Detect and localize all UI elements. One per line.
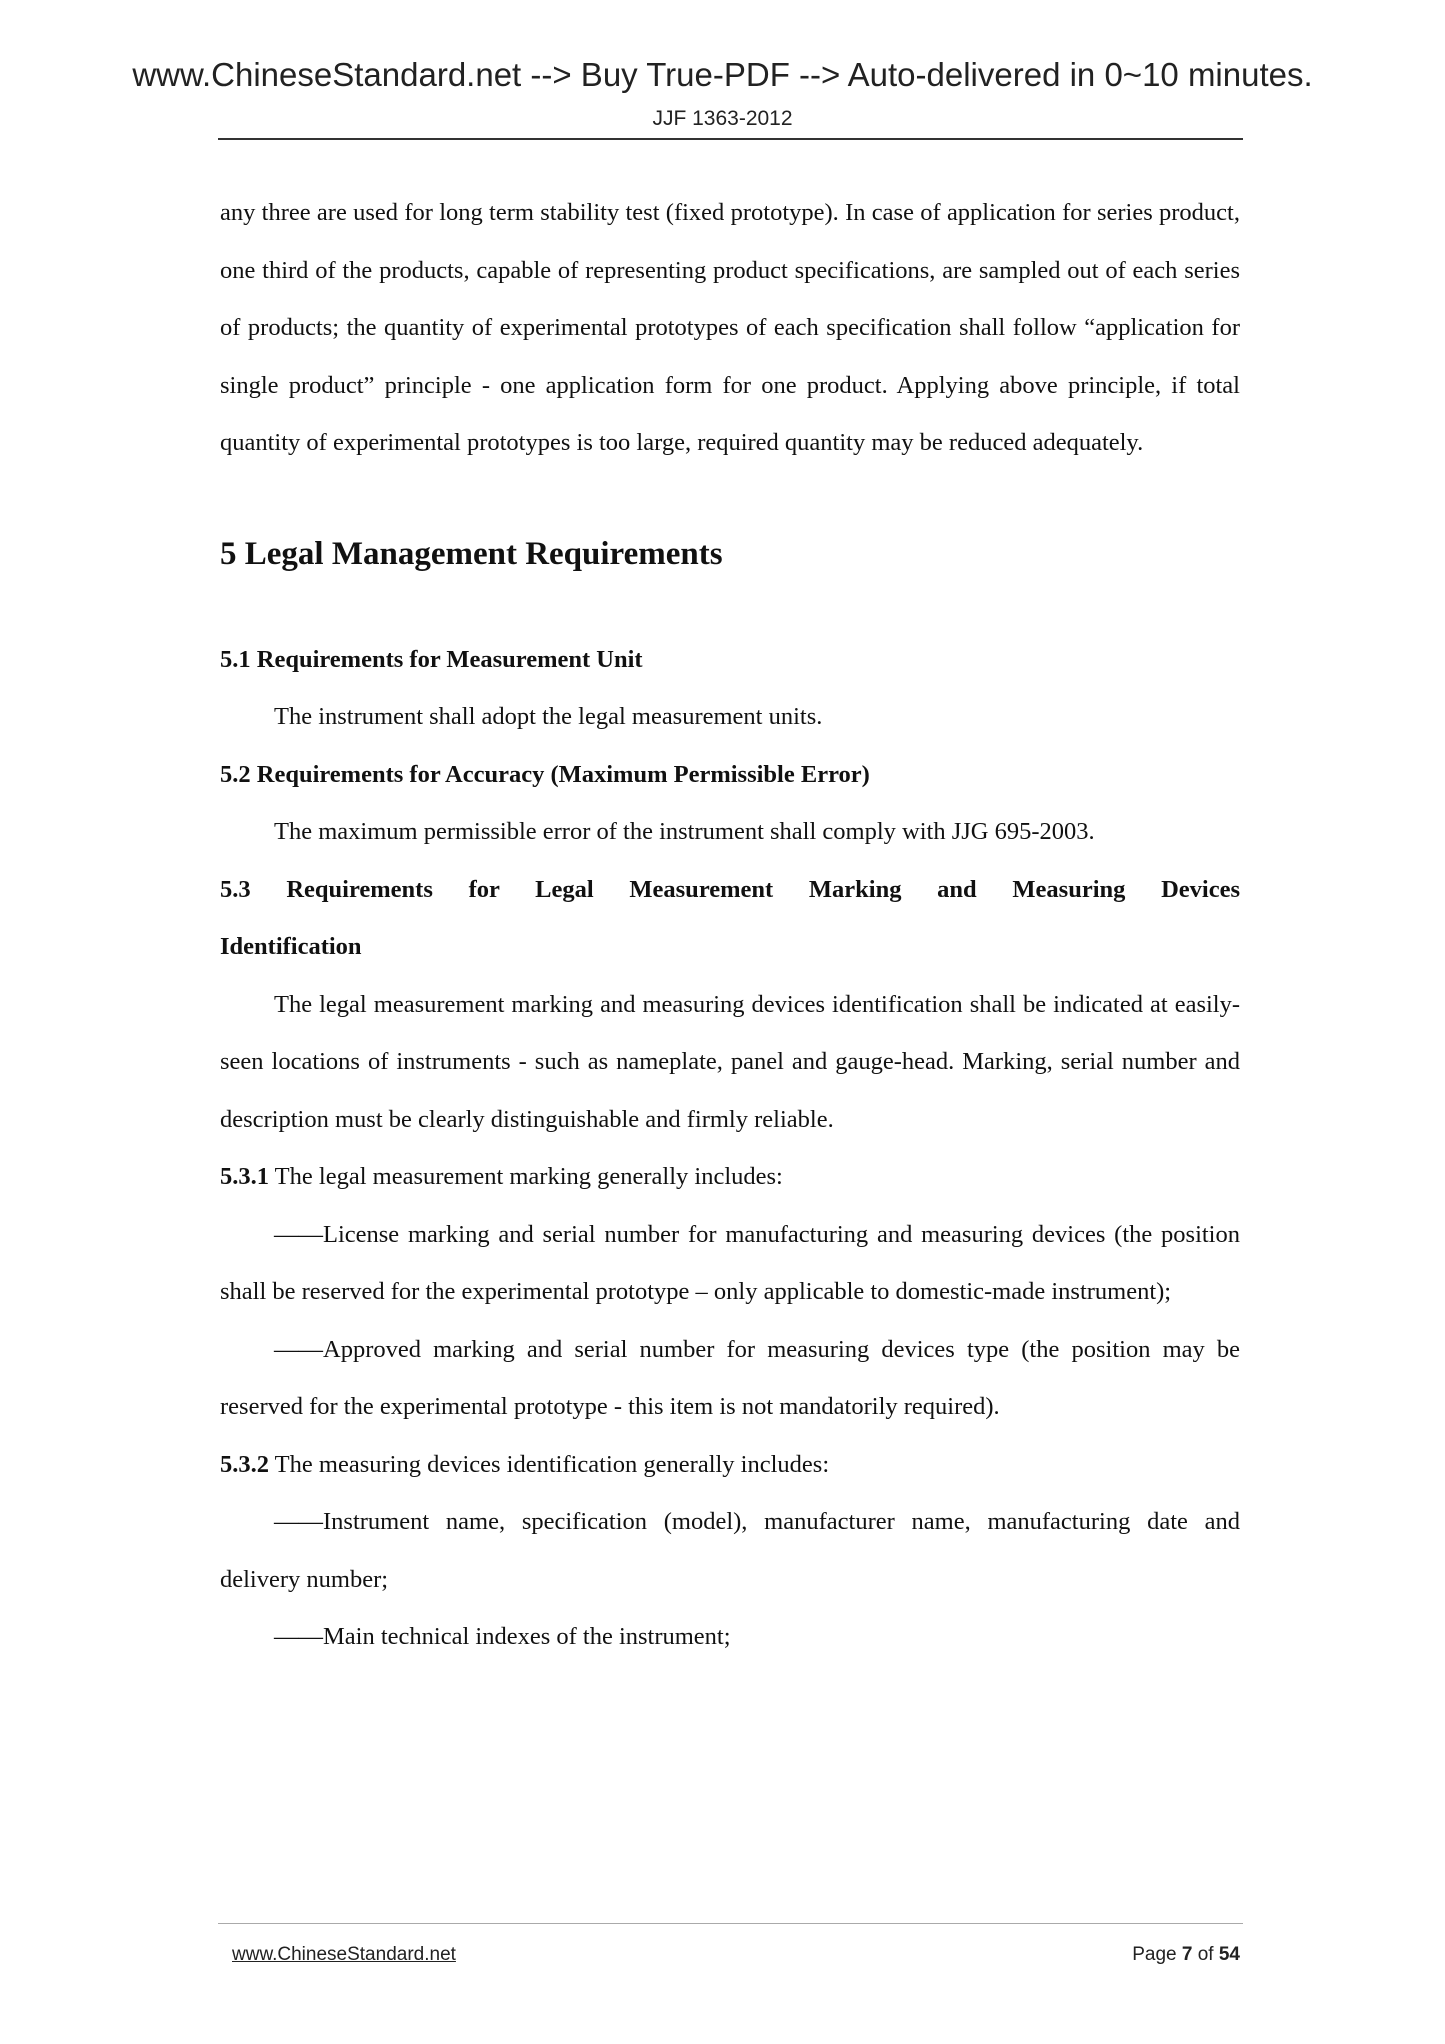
footer-divider [218,1923,1243,1924]
section-5-3-1-item-1: ——License marking and serial number for manufacturing and measuring devices (the position shall be reserved for the experimental prototype – only applicable to domestic-made instrument); [220,1220,1240,1305]
section-5-2-text: The maximum permissible error of the instrument shall comply with JJG 695-2003. [274,818,1095,845]
section-5-3-2-number: 5.3.2 [220,1450,269,1478]
page-total: 54 [1218,1944,1240,1965]
section-5-heading: 5 Legal Management Requirements [220,535,723,572]
section-5-3-1-item-2: ——Approved marking and serial number for measuring devices type (the position may be reserved for the experimental prototype - this item is not mandatorily required). [220,1335,1240,1420]
section-5-1-text: The instrument shall adopt the legal measurement units. [274,703,823,730]
section-5-1-heading: 5.1 Requirements for Measurement Unit [220,645,643,673]
footer-website-link[interactable]: www.ChineseStandard.net [232,1944,456,1965]
section-5-3-2-text: The measuring devices identification generally includes: [269,1450,830,1478]
section-5-3-1-paragraph [220,1148,1240,1206]
section-5-3-heading-line2: Identification [220,933,362,960]
section-5-3-2-paragraph [220,1436,1240,1494]
section-5-3-text: The legal measurement marking and measuring devices identification shall be indicated at easily-seen locations of instruments - such as nameplate, panel and gauge-head. Marking, serial number and description must be clearly distinguishable and firmly reliable. [220,990,1240,1133]
page-mid: of [1192,1944,1219,1965]
page-current: 7 [1181,1944,1193,1965]
section-5-3-1-text: The legal measurement marking generally includes: [269,1163,783,1190]
header-divider [218,138,1243,140]
page-content [220,184,1240,1666]
document-code: JJF 1363-2012 [652,107,793,130]
section-5-3-1-number: 5.3.1 [220,1163,269,1190]
site-banner: www.ChineseStandard.net --> Buy True-PDF --> Auto-delivered in 0~10 minutes. [132,56,1313,93]
section-5-2-heading: 5.2 Requirements for Accuracy (Maximum Permissible Error) [220,760,870,788]
section-5-3-2-item-1: ——Instrument name, specification (model), manufacturer name, manufacturing date and delivery number; [220,1508,1240,1593]
page-prefix: Page [1132,1944,1182,1965]
page-number [1132,1944,1240,1966]
section-5-3-heading-line1: 5.3 Requirements for Legal Measurement Marking and Measuring Devices [220,875,1240,903]
intro-paragraph: any three are used for long term stability test (fixed prototype). In case of application for series product, one third of the products, capable of representing product specifications, are sampled out of each series of products; the quantity of experimental prototypes of each specification shall follow “application for single product” principle - one application form for one product. Applying above principle, if total quantity of experimental prototypes is too large, required quantity may be reduced adequately. [220,199,1240,456]
section-5-3-2-item-2: ——Main technical indexes of the instrument; [274,1623,731,1650]
